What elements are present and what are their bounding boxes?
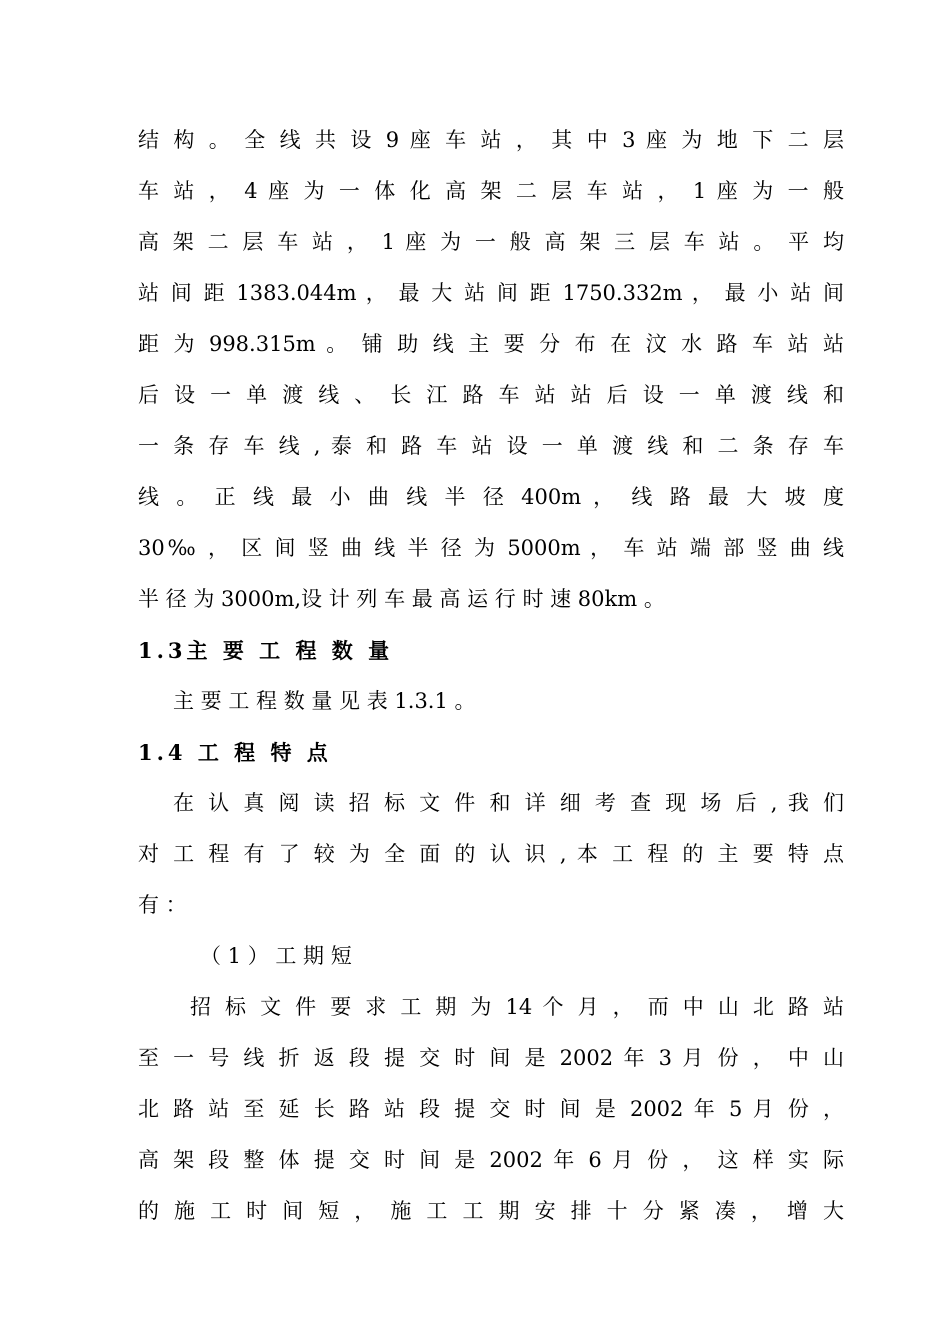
body-text-line: 招 标 文 件 要 求 工 期 为 14 个 月 ， 而 中 山 北 路 站	[190, 995, 844, 1019]
body-text-line: 有 ：	[138, 893, 187, 917]
body-text-line: 站 间 距 1383.044m ， 最 大 站 间 距 1750.332m ， 最 小 站 间	[138, 281, 844, 305]
body-text-line: 对 工 程 有 了 较 为 全 面 的 认 识 , 本 工 程 的 主 要 特 点	[138, 842, 844, 866]
body-text-line: 一 条 存 车 线 , 泰 和 路 车 站 设 一 单 渡 线 和 二 条 存 车	[138, 434, 844, 458]
body-text-line: 主 要 工 程 数 量 见 表 1.3.1 。	[173, 689, 476, 713]
body-text-line: 的 施 工 时 间 短 ， 施 工 工 期 安 排 十 分 紧 凑 ， 增 大	[138, 1199, 844, 1223]
body-text-line: 线 。 正 线 最 小 曲 线 半 径 400m ， 线 路 最 大 坡 度	[138, 485, 844, 509]
body-text-line: 距 为 998.315m 。 铺 助 线 主 要 分 布 在 汶 水 路 车 站 站	[138, 332, 844, 356]
body-text-line: 高 架 二 层 车 站 ， 1 座 为 一 般 高 架 三 层 车 站 。 平 均	[138, 230, 844, 254]
section-heading: 1.4 工 程 特 点	[138, 740, 332, 765]
body-text-line: 30‰ ， 区 间 竖 曲 线 半 径 为 5000m ， 车 站 端 部 竖 曲 线	[138, 536, 844, 560]
body-text-line: 在 认 真 阅 读 招 标 文 件 和 详 细 考 查 现 场 后 , 我 们	[173, 791, 844, 815]
body-text-line: 结 构 。 全 线 共 设 9 座 车 站 ， 其 中 3 座 为 地 下 二 层	[138, 128, 844, 152]
subsection-heading: （ 1 ） 工 期 短	[200, 944, 352, 968]
body-text-line: 车 站 ， 4 座 为 一 体 化 高 架 二 层 车 站 ， 1 座 为 一 般	[138, 179, 844, 203]
section-heading: 1.3主 要 工 程 数 量	[138, 638, 394, 663]
body-text-line: 至 一 号 线 折 返 段 提 交 时 间 是 2002 年 3 月 份 ， 中 山	[138, 1046, 844, 1070]
body-text-line: 高 架 段 整 体 提 交 时 间 是 2002 年 6 月 份 ， 这 样 实 际	[138, 1148, 844, 1172]
body-text-line: 半 径 为 3000m,设 计 列 车 最 高 运 行 时 速 80km 。	[138, 587, 665, 611]
body-text-line: 后 设 一 单 渡 线 、 长 江 路 车 站 站 后 设 一 单 渡 线 和	[138, 383, 844, 407]
body-text-line: 北 路 站 至 延 长 路 站 段 提 交 时 间 是 2002 年 5 月 份 ，	[138, 1097, 844, 1121]
